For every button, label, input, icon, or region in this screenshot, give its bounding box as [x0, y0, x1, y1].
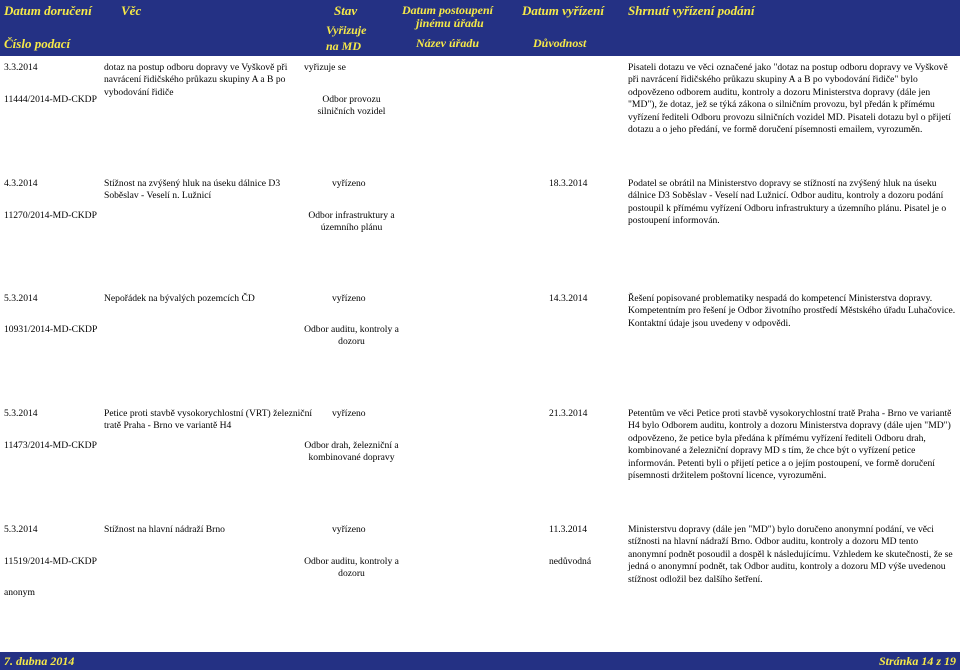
col-vec: Věc [121, 3, 142, 18]
shrnuti: Ministerstvu dopravy (dále jen "MD") bylo doručeno anonymní podání, ve věci stížnosti na hlavní nádraží Brno. Odbor auditu, kontroly a dozoru MD tento anonymní podnět posoudil a dospěl k následujícímu. Vzhledem ke skutečnosti, že se jedná o anonymní podnět, tak Odbor auditu, kontroly a dozoru MD výše uvedenou stížnost odložil bez dalšího šetření. [628, 524, 953, 585]
cislo-podaci: 11444/2014-MD-CKDP [4, 94, 97, 105]
stav: vyřizuje se [304, 62, 346, 73]
footer-date: 7. dubna 2014 [4, 654, 75, 668]
col-stav: Stav [334, 3, 358, 18]
datum-doruceni: 4.3.2014 [4, 178, 38, 189]
stav: vyřízeno [332, 178, 366, 189]
duvodnost: nedůvodná [549, 556, 592, 567]
stav: vyřízeno [332, 524, 366, 535]
cislo-podaci: 11519/2014-MD-CKDP [4, 556, 97, 567]
table-header [0, 0, 960, 56]
vec: Stížnost na zvýšený hluk na úseku dálnice D3 Soběslav - Veselí n. Lužnicí [104, 178, 281, 202]
datum-doruceni: 5.3.2014 [4, 293, 38, 304]
col-datum-vyrizeni: Datum vyřízení [522, 3, 604, 18]
datum-vyrizeni: 11.3.2014 [549, 524, 588, 535]
odbor: Odbor infrastruktury a územního plánu [308, 210, 395, 234]
vec: Petice proti stavbě vysokorychlostní (VRT) železniční tratě Praha - Brno ve variantě H4 [104, 408, 313, 432]
cislo-podaci: 11270/2014-MD-CKDP [4, 210, 97, 221]
col-datum-postoupeni: Datum postoupení [402, 3, 494, 17]
shrnuti: Pisateli dotazu ve věci označené jako "dotaz na postup odboru dopravy ve Vyškově při navrácení řidičského průkazu skupiny A a B po vybodování řidiče" bylo odpovězeno odborem auditu, kontroly a dozoru Ministerstva dopravy (dále jen "MD"), že dotaz, jež se týká zákona o silničním provozu, byl předán k přímému vyřízení řediteli Odboru provozu silničních vozidel MD. Pisateli dotazu byl o přijetí dotazu a o jeho předání, ve formě doručení písemnosti emailem, vyrozuměn. [628, 62, 951, 136]
vec: dotaz na postup odboru dopravy ve Vyškově při navrácení řidičského průkazu skupiny A a B po vybodování řidiče [104, 62, 288, 98]
col-nazev-uradu: Název úřadu [416, 36, 480, 50]
shrnuti: Podatel se obrátil na Ministerstvo dopravy se stížností na zvýšený hluk na úseku dálnice D3 Soběslav - Veselí nad Lužnicí. Odbor auditu, kontroly a dozoru podání postoupil k přímému vyřízení Odboru infrastruktury a územního plánu. Pisatel je o postoupení informován. [628, 178, 947, 227]
datum-doruceni: 5.3.2014 [4, 408, 38, 419]
stav: vyřízeno [332, 293, 366, 304]
odbor: Odbor provozu silničních vozidel [317, 94, 386, 118]
odbor: Odbor auditu, kontroly a dozoru [304, 556, 399, 580]
stav: vyřízeno [332, 408, 366, 419]
cislo-podaci: 10931/2014-MD-CKDP [4, 324, 98, 335]
datum-vyrizeni: 21.3.2014 [549, 408, 588, 419]
page-footer [0, 652, 960, 670]
cislo-podaci: 11473/2014-MD-CKDP [4, 440, 97, 451]
datum-doruceni: 3.3.2014 [4, 62, 38, 73]
odbor: Odbor drah, železniční a kombinované dopravy [304, 440, 399, 464]
col-cislo-podaci: Číslo podací [4, 36, 71, 51]
datum-vyrizeni: 18.3.2014 [549, 178, 588, 189]
shrnuti: Petentům ve věci Petice proti stavbě vysokorychlostní tratě Praha - Brno ve variantě H4 bylo Odborem auditu, kontroly a dozoru Ministerstva dopravy (dále ujen "MD") odpovězeno, že petice byla předána k přímému vyřízení řediteli Odboru drah, kombinované a železniční dopravy MD s tím, že chce být o vyřízení petice informován. Petenti byli o přijetí petice a o jejím postoupení, ve formě doručení písemnosti držitelem poštovní licence, vyrozuměni. [628, 408, 952, 482]
shrnuti: Řešení popisované problematiky nespadá do kompetencí Ministerstva dopravy. Kompetentním pro řešení je Odbor životního prostředí Městského úřadu Luhačovice. Kontaktní údaje jsou uvedeny v odpovědi. [628, 293, 956, 329]
col-jinemu-uradu: jinému úřadu [416, 16, 484, 30]
col-vyrizuje: Vyřizuje [326, 23, 367, 37]
col-duvodnost: Důvodnost [533, 36, 587, 50]
col-datum-doruceni: Datum doručení [4, 3, 92, 18]
anonym-label: anonym [4, 587, 35, 598]
col-na-md: na MD [326, 39, 362, 53]
footer-page: Stránka 14 z 19 [878, 654, 956, 668]
col-shrnuti: Shrnutí vyřízení podání [628, 3, 755, 18]
vec: Nepořádek na bývalých pozemcích ČD [104, 293, 255, 304]
datum-vyrizeni: 14.3.2014 [549, 293, 588, 304]
datum-doruceni: 5.3.2014 [4, 524, 38, 535]
vec: Stížnost na hlavní nádraží Brno [104, 524, 225, 535]
odbor: Odbor auditu, kontroly a dozoru [304, 324, 399, 348]
